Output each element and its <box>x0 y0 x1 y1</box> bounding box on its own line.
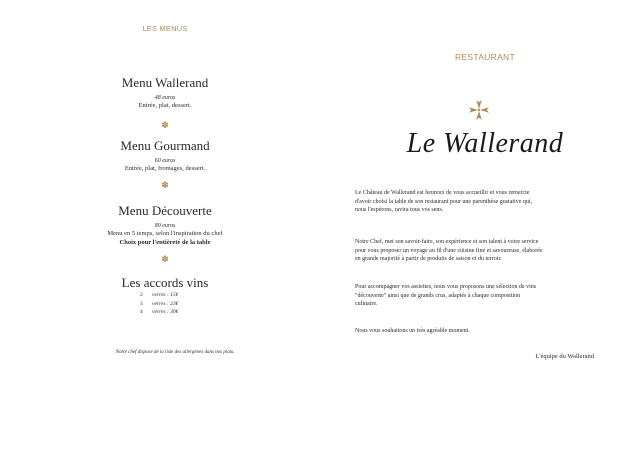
paragraph-line: nous l'espérons, ravira tous vos sens. <box>355 207 444 214</box>
chef-paragraph <box>355 238 595 264</box>
wine-pairings <box>0 275 330 317</box>
paragraph-line: d'avoir choisi la table de son restaurant pour une parenthèse gustative qui, <box>355 198 533 205</box>
pairing-count: 4 <box>140 309 143 315</box>
pairing-price: verres : 15€ <box>152 292 179 298</box>
pairing-row <box>140 300 200 309</box>
intro-paragraph <box>355 189 595 215</box>
separator-icon: ✽ <box>161 120 169 130</box>
menu-wallerand <box>0 75 330 111</box>
wine-paragraph <box>355 283 595 309</box>
menu-price: 60 euros <box>154 158 176 164</box>
restaurant-header: RESTAURANT <box>455 52 515 62</box>
pairings-list <box>130 291 200 317</box>
paragraph-line: pour vous proposer un voyage au fil d'une cuisine fine et savoureuse, élaborée <box>355 247 543 254</box>
pairings-title: Les accords vins <box>121 275 209 290</box>
paragraph-line: Le Château de Wallerand est heureux de vous accueillir et vous remercie <box>355 190 530 196</box>
menu-price: 80 euros <box>154 223 176 229</box>
pairing-price: verres : 23€ <box>152 300 179 307</box>
signature: L'équipe du Wallerand <box>535 353 594 360</box>
pairing-count: 3 <box>140 300 143 307</box>
pairing-count: 2 <box>140 292 143 298</box>
menu-title: Menu Wallerand <box>121 75 209 90</box>
paragraph-line: Nous vous souhaitons un très agréable moment. <box>355 328 470 334</box>
menu-gourmand <box>0 138 330 174</box>
pairing-row <box>140 308 200 317</box>
menu-note: Choix pour l'entièreté de la table <box>119 238 211 246</box>
closing-paragraph <box>355 327 595 336</box>
paragraph-line: "découverte" ainsi que de grands crus, adaptés à chaque composition <box>355 292 521 299</box>
restaurant-title: Le Wallerand <box>406 128 564 159</box>
separator-icon: ✽ <box>161 180 169 190</box>
separator-icon: ✽ <box>161 254 169 264</box>
paragraph-line: en grande majorité à partir de produits de saison et du terroir. <box>355 256 502 263</box>
menu-decouverte <box>0 203 330 247</box>
restaurant-panel <box>330 0 640 453</box>
maltese-cross-icon <box>467 98 491 122</box>
menu-description: Menu en 5 temps, selon l'inspiration du chef <box>107 230 223 237</box>
paragraph-line: Notre Chef, met son savoir-faire, son expérience et son talent à votre service <box>355 239 539 245</box>
menu-title: Menu Gourmand <box>120 138 210 153</box>
menu-description: Entrée, plat, fromages, dessert. <box>124 165 206 172</box>
allergen-note: Notre chef dispose de la liste des allergènes dans nos plats. <box>115 350 235 355</box>
menu-title: Menu Découverte <box>118 203 212 218</box>
pairing-price: verres : 30€ <box>152 309 179 315</box>
menu-description: Entrée, plat, dessert. <box>138 102 192 109</box>
pairing-row <box>140 291 200 300</box>
paragraph-line: Pour accompagner vos assiettes, nous vous proposons une sélection de vins <box>355 284 537 290</box>
menus-header: LES MENUS <box>142 24 188 33</box>
menu-price: 48 euros <box>154 95 176 101</box>
paragraph-line: culinaire. <box>355 301 378 308</box>
